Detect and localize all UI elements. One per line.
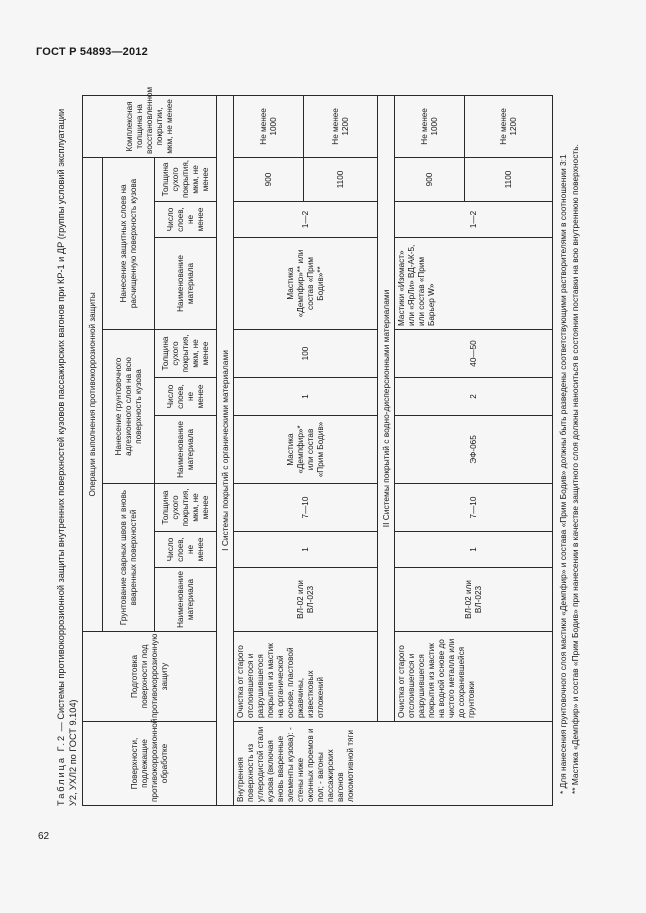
table-footnotes — [557, 96, 581, 806]
row1-protective-thickness-b: 1100 — [304, 157, 378, 201]
surface-cell: Внутренняя поверхность из углеродистой стали кузова (включая вновь вваренные элементы кузова): - стены ниже оконных проемов и пол; - вагоны пассажирских вагонов локомотивной тяги — [234, 722, 553, 806]
row1-protective-layers: 1—2 — [234, 202, 378, 238]
row2-total-a: Не менее 1000 — [395, 95, 465, 157]
row1-adhesion-material: Мастика «Демпфир»* или состав «Прим Бодив» — [234, 416, 378, 484]
head-protective-material: Наименование материала — [155, 238, 217, 330]
head-operations: Операции выполнения противокоррозионной защиты — [83, 157, 103, 631]
row1-preparation: Очистка от старого отслоившегося и разрушившегося покрытия из мастик на органической основе, пластовой ржавчины, известковых отложений — [234, 632, 378, 722]
row2-adhesion-thickness: 40—50 — [395, 330, 553, 378]
table-caption-text: — Системы противокоррозионной защиты внутренних поверхностей кузовов пассажирских вагонов при КР-1 и ДР (группы условий эксплуатации У2, УХЛ2 по ГОСТ 9.104) — [56, 108, 78, 806]
row2-preparation: Очистка от старого отслоившегося и разрушившегося покрытия из мастик на водной основе до чистого металла или до сохранившейся грунтовки — [395, 632, 553, 722]
row2-adhesion-layers: 2 — [395, 378, 553, 416]
row2-primer-thickness: 7—10 — [395, 484, 553, 532]
row2-protective-material: Мастики «Изомаст» или «ЯрЛи» ВД-АК-5, или состав «Прим Барьер W» — [395, 238, 553, 330]
head-primer-thickness: Толщина сухого покрытия, мкм, не менее — [155, 484, 217, 532]
section-organic: I Системы покрытий с органическими материалами — [217, 95, 234, 805]
head-adhesion-layers: Число слоев, не менее — [155, 378, 217, 416]
row2-primer-material: ВЛ-02 или ВЛ-023 — [395, 568, 553, 632]
footnote-2: ** Мастика «Демпфир» и состав «Прим Бодив» при нанесении в качестве защитного слоя должны наноситься в состоянии поставки на всю внутреннюю поверхность. — [570, 144, 580, 794]
head-primer-material: Наименование материала — [155, 568, 217, 632]
head-protective-thickness: Толщина сухого покрытия, мкм, не менее — [155, 157, 217, 201]
head-adhesion-material: Наименование материала — [155, 416, 217, 484]
row2-primer-layers: 1 — [395, 532, 553, 568]
row1-protective-thickness-a: 900 — [234, 157, 304, 201]
footnote-1: * Для нанесения грунтовочного слоя мастики «Демпфир» и состава «Прим Бодив» должны быть разведены соответствующими растворителями в соотношении 3:1 — [558, 154, 568, 794]
head-surface: Поверхности, подлежащие противокоррозионной обработке — [83, 722, 217, 806]
table-caption-lead: Таблица Г.2 — [56, 733, 66, 806]
row1-protective-material: Мастика «Демпфир»** или состав «Прим Бодив»** — [234, 238, 378, 330]
head-total-thickness: Комплексная толщина на восстановленном покрытии, мкм, не менее — [83, 95, 217, 157]
row2-protective-thickness-b: 1100 — [465, 157, 553, 201]
head-primer-group: Грунтование сварных швов и вновь вваренных поверхностей — [103, 484, 155, 632]
head-protective-layers: Число слоев, не менее — [155, 202, 217, 238]
page-number: 62 — [38, 831, 50, 842]
row1-primer-layers: 1 — [234, 532, 378, 568]
row2-adhesion-material: ЭФ-065 — [395, 416, 553, 484]
row1-adhesion-layers: 1 — [234, 378, 378, 416]
head-protective-group: Нанесение защитных слоев на расчищенную поверхность кузова — [103, 157, 155, 329]
head-preparation: Подготовка поверхности под противокоррозионную защиту — [83, 632, 217, 722]
row2-total-b: Не менее 1200 — [465, 95, 553, 157]
row1-adhesion-thickness: 100 — [234, 330, 378, 378]
head-primer-layers: Число слоев, не менее — [155, 532, 217, 568]
row2-protective-layers: 1—2 — [395, 202, 553, 238]
rotated-table-area — [55, 86, 625, 806]
head-adhesion-thickness: Толщина сухого покрытия, мкм, не менее — [155, 330, 217, 378]
document-header: ГОСТ Р 54893—2012 — [36, 46, 148, 58]
row1-total-a: Не менее 1000 — [234, 95, 304, 157]
head-adhesion-group: Нанесение грунтовочного адгезионного слоя на всю поверхность кузова — [103, 330, 155, 484]
row1-primer-material: ВЛ-02 или ВЛ-023 — [234, 568, 378, 632]
section-water-dispersion: II Системы покрытий с водно-дисперсионными материалами — [378, 95, 395, 721]
row1-primer-thickness: 7—10 — [234, 484, 378, 532]
table-caption — [55, 96, 79, 806]
row2-protective-thickness-a: 900 — [395, 157, 465, 201]
protection-systems-table — [82, 86, 553, 806]
row1-total-b: Не менее 1200 — [304, 95, 378, 157]
